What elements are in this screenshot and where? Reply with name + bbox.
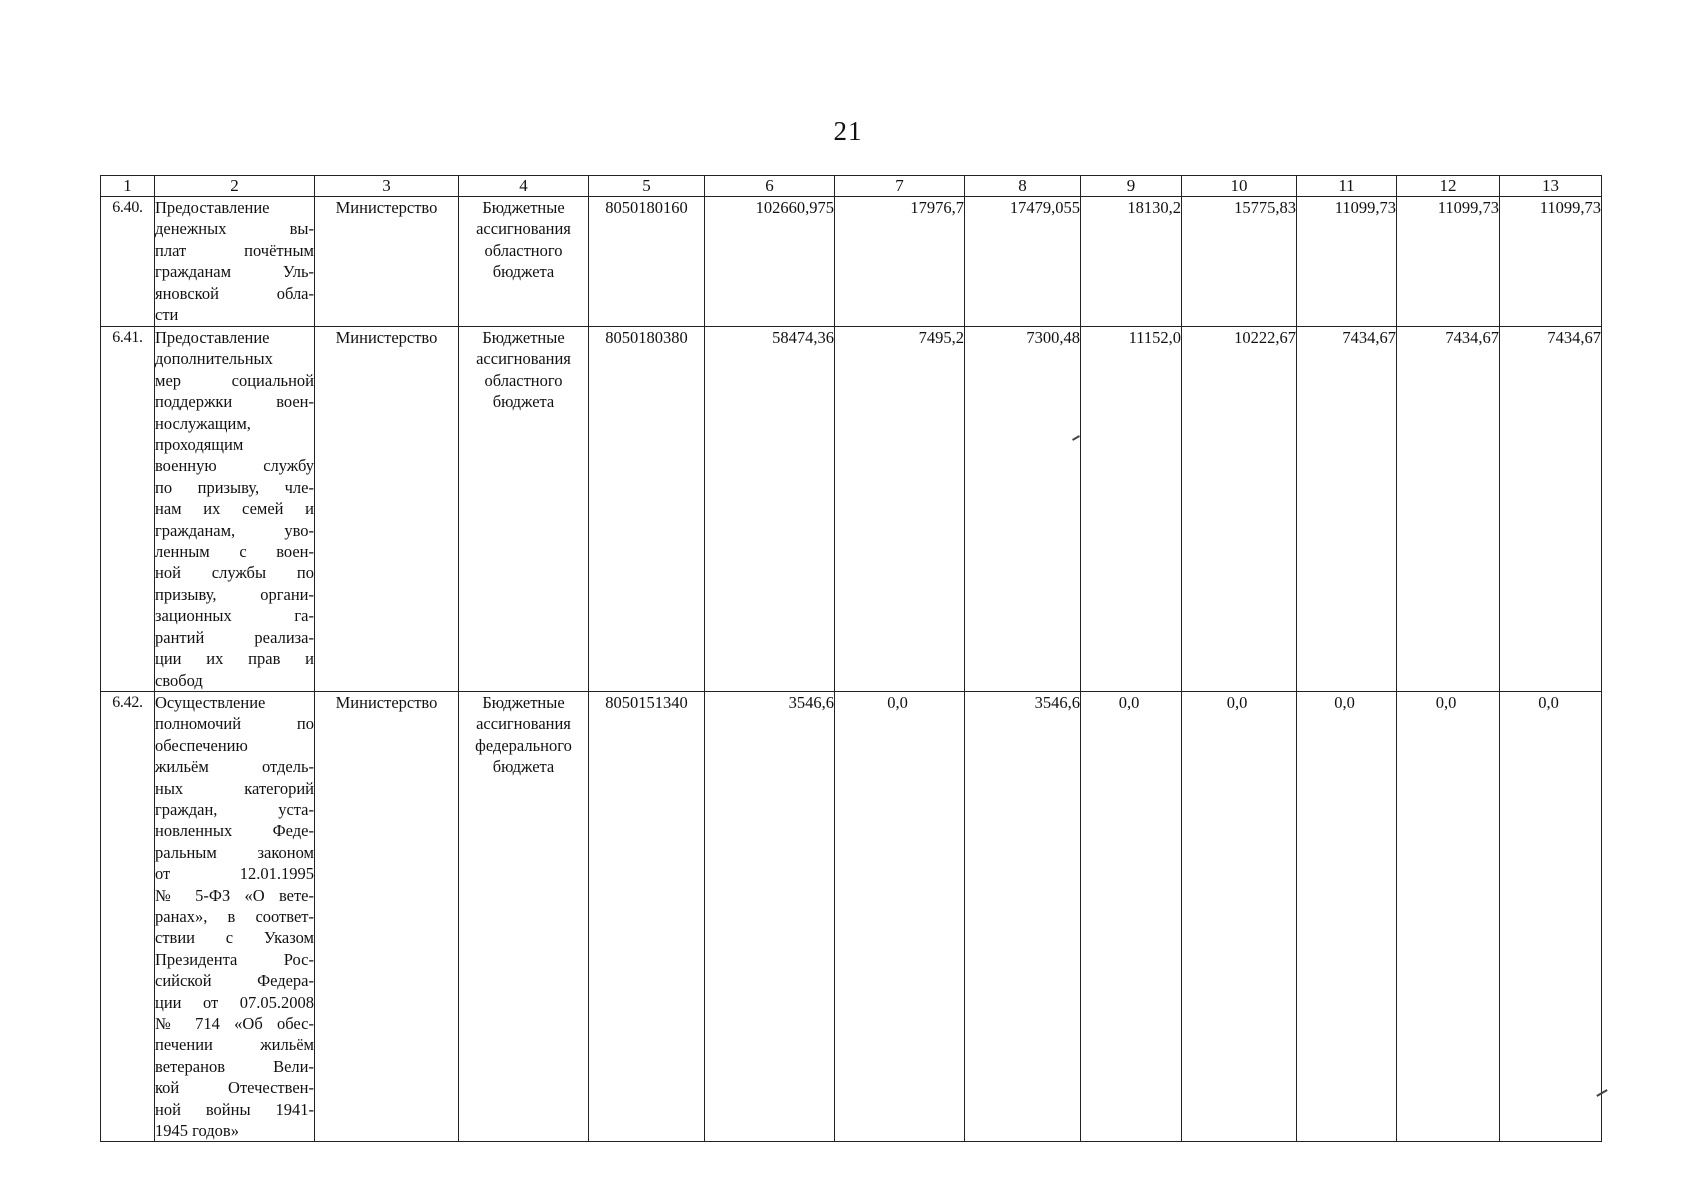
measure-name-line: № 714 «Об обес- (155, 1014, 314, 1033)
column-header-9: 9 (1081, 176, 1182, 197)
funding-source-line: областного (484, 370, 563, 390)
measure-name-line: ных категорий (155, 778, 314, 798)
table-row (101, 327, 1602, 692)
measure-name-line: плат почётным (155, 240, 314, 260)
column-header-3: 3 (315, 176, 459, 197)
measure-name-line: ранах», в соответ- (155, 906, 314, 926)
measure-name-line: Осуществление (155, 692, 266, 712)
column-header-5: 5 (589, 176, 705, 197)
measure-name-line: гражданам Уль- (155, 262, 314, 282)
amount-col-9: 18130,2 (1081, 197, 1182, 327)
measure-name-line: мер социальной (155, 370, 314, 390)
measure-name-line: военную службу (155, 456, 314, 476)
funding-source-line: Бюджетные (482, 692, 565, 712)
amount-col-6: 3546,6 (705, 691, 835, 1142)
measure-name-line: свобод (155, 670, 203, 690)
column-header-11: 11 (1297, 176, 1397, 197)
column-header-8: 8 (965, 176, 1081, 197)
page-number: 21 (833, 116, 863, 146)
funding-source (459, 691, 589, 1142)
amount-col-9: 11152,0 (1081, 327, 1182, 692)
column-header-12: 12 (1397, 176, 1500, 197)
funding-source-line: ассигнования (476, 349, 571, 369)
measure-name-line: Предоставление (155, 328, 270, 347)
column-header-1: 1 (101, 176, 155, 197)
amount-col-10: 15775,83 (1182, 197, 1297, 327)
measure-name-line: проходящим (155, 435, 244, 455)
funding-source-line: Бюджетные (482, 328, 565, 347)
budget-code: 8050151340 (589, 691, 705, 1142)
column-header-2: 2 (155, 176, 315, 197)
budget-code: 8050180160 (589, 197, 705, 327)
budget-table (100, 175, 1602, 1142)
measure-name-line: по призыву, чле- (155, 477, 314, 497)
funding-source (459, 327, 589, 692)
executor: Министерство (315, 327, 459, 692)
budget-code: 8050180380 (589, 327, 705, 692)
funding-source-line: бюджета (492, 392, 555, 412)
funding-source-line: федерального (475, 735, 572, 755)
amount-col-11: 7434,67 (1297, 327, 1397, 692)
funding-source-line: бюджета (492, 262, 555, 282)
measure-name-line: Предоставление (155, 198, 270, 217)
measure-name-line: сийской Федера- (155, 971, 314, 991)
amount-col-10: 0,0 (1182, 691, 1297, 1142)
measure-name-line: ной службы по (155, 563, 314, 583)
amount-col-13: 0,0 (1500, 691, 1602, 1142)
table-body (101, 197, 1602, 1142)
funding-source (459, 197, 589, 327)
amount-col-8: 7300,48 (965, 327, 1081, 692)
column-header-10: 10 (1182, 176, 1297, 197)
amount-col-12: 0,0 (1397, 691, 1500, 1142)
measure-name-line: обеспечению (155, 735, 248, 755)
executor: Министерство (315, 197, 459, 327)
column-header-6: 6 (705, 176, 835, 197)
measure-name-line: граждан, уста- (155, 799, 314, 819)
amount-col-11: 11099,73 (1297, 197, 1397, 327)
measure-name-line: жильём отдель- (155, 757, 314, 777)
measure-name-line: ствии с Указом (155, 928, 314, 948)
funding-source-line: ассигнования (476, 714, 571, 734)
measure-name-line: 1945 годов» (155, 1121, 239, 1141)
funding-source-line: бюджета (492, 757, 555, 777)
table-row (101, 691, 1602, 1142)
row-number: 6.42. (101, 691, 155, 1142)
measure-name-line: нам их семей и (155, 499, 314, 519)
amount-col-8: 17479,055 (965, 197, 1081, 327)
measure-name-line: ральным законом (155, 842, 314, 862)
measure-name-line: ции от 07.05.2008 (155, 992, 314, 1012)
measure-name-line: печении жильём (155, 1035, 314, 1055)
measure-name-line: гражданам, уво- (155, 520, 314, 540)
measure-name-line: рантий реализа- (155, 627, 314, 647)
measure-name-line: призыву, органи- (155, 584, 314, 604)
column-header-13: 13 (1500, 176, 1602, 197)
row-number: 6.40. (101, 197, 155, 327)
measure-name-line: дополнительных (155, 349, 273, 369)
amount-col-12: 11099,73 (1397, 197, 1500, 327)
measure-name-line: яновской обла- (155, 283, 314, 303)
measure-name (155, 327, 315, 692)
funding-source-line: ассигнования (476, 219, 571, 239)
amount-col-13: 11099,73 (1500, 197, 1602, 327)
measure-name (155, 691, 315, 1142)
table-header (101, 176, 1602, 197)
table-row (101, 197, 1602, 327)
measure-name-line: ной войны 1941- (155, 1099, 314, 1119)
measure-name-line: № 5-ФЗ «О вете- (155, 885, 314, 905)
measure-name (155, 197, 315, 327)
amount-col-11: 0,0 (1297, 691, 1397, 1142)
amount-col-8: 3546,6 (965, 691, 1081, 1142)
amount-col-12: 7434,67 (1397, 327, 1500, 692)
measure-name-line: от 12.01.1995 (155, 864, 314, 884)
funding-source-line: областного (484, 240, 563, 260)
executor: Министерство (315, 691, 459, 1142)
amount-col-7: 17976,7 (835, 197, 965, 327)
measure-name-line: ветеранов Вели- (155, 1056, 314, 1076)
amount-col-9: 0,0 (1081, 691, 1182, 1142)
measure-name-line: кой Отечествен- (155, 1078, 314, 1098)
funding-source-line: Бюджетные (482, 198, 565, 217)
row-number: 6.41. (101, 327, 155, 692)
measure-name-line: поддержки воен- (155, 392, 314, 412)
amount-col-7: 7495,2 (835, 327, 965, 692)
column-header-4: 4 (459, 176, 589, 197)
measure-name-line: сти (155, 305, 179, 325)
amount-col-7: 0,0 (835, 691, 965, 1142)
measure-name-line: ленным с воен- (155, 542, 314, 562)
measure-name-line: денежных вы- (155, 219, 314, 239)
measure-name-line: нослужащим, (155, 413, 251, 433)
column-header-7: 7 (835, 176, 965, 197)
amount-col-6: 102660,975 (705, 197, 835, 327)
measure-name-line: Президента Рос- (155, 949, 314, 969)
measure-name-line: новленных Феде- (155, 821, 314, 841)
amount-col-6: 58474,36 (705, 327, 835, 692)
amount-col-13: 7434,67 (1500, 327, 1602, 692)
amount-col-10: 10222,67 (1182, 327, 1297, 692)
measure-name-line: полномочий по (155, 714, 314, 734)
measure-name-line: ции их прав и (155, 649, 314, 669)
header-row (101, 176, 1602, 197)
measure-name-line: зационных га- (155, 606, 314, 626)
